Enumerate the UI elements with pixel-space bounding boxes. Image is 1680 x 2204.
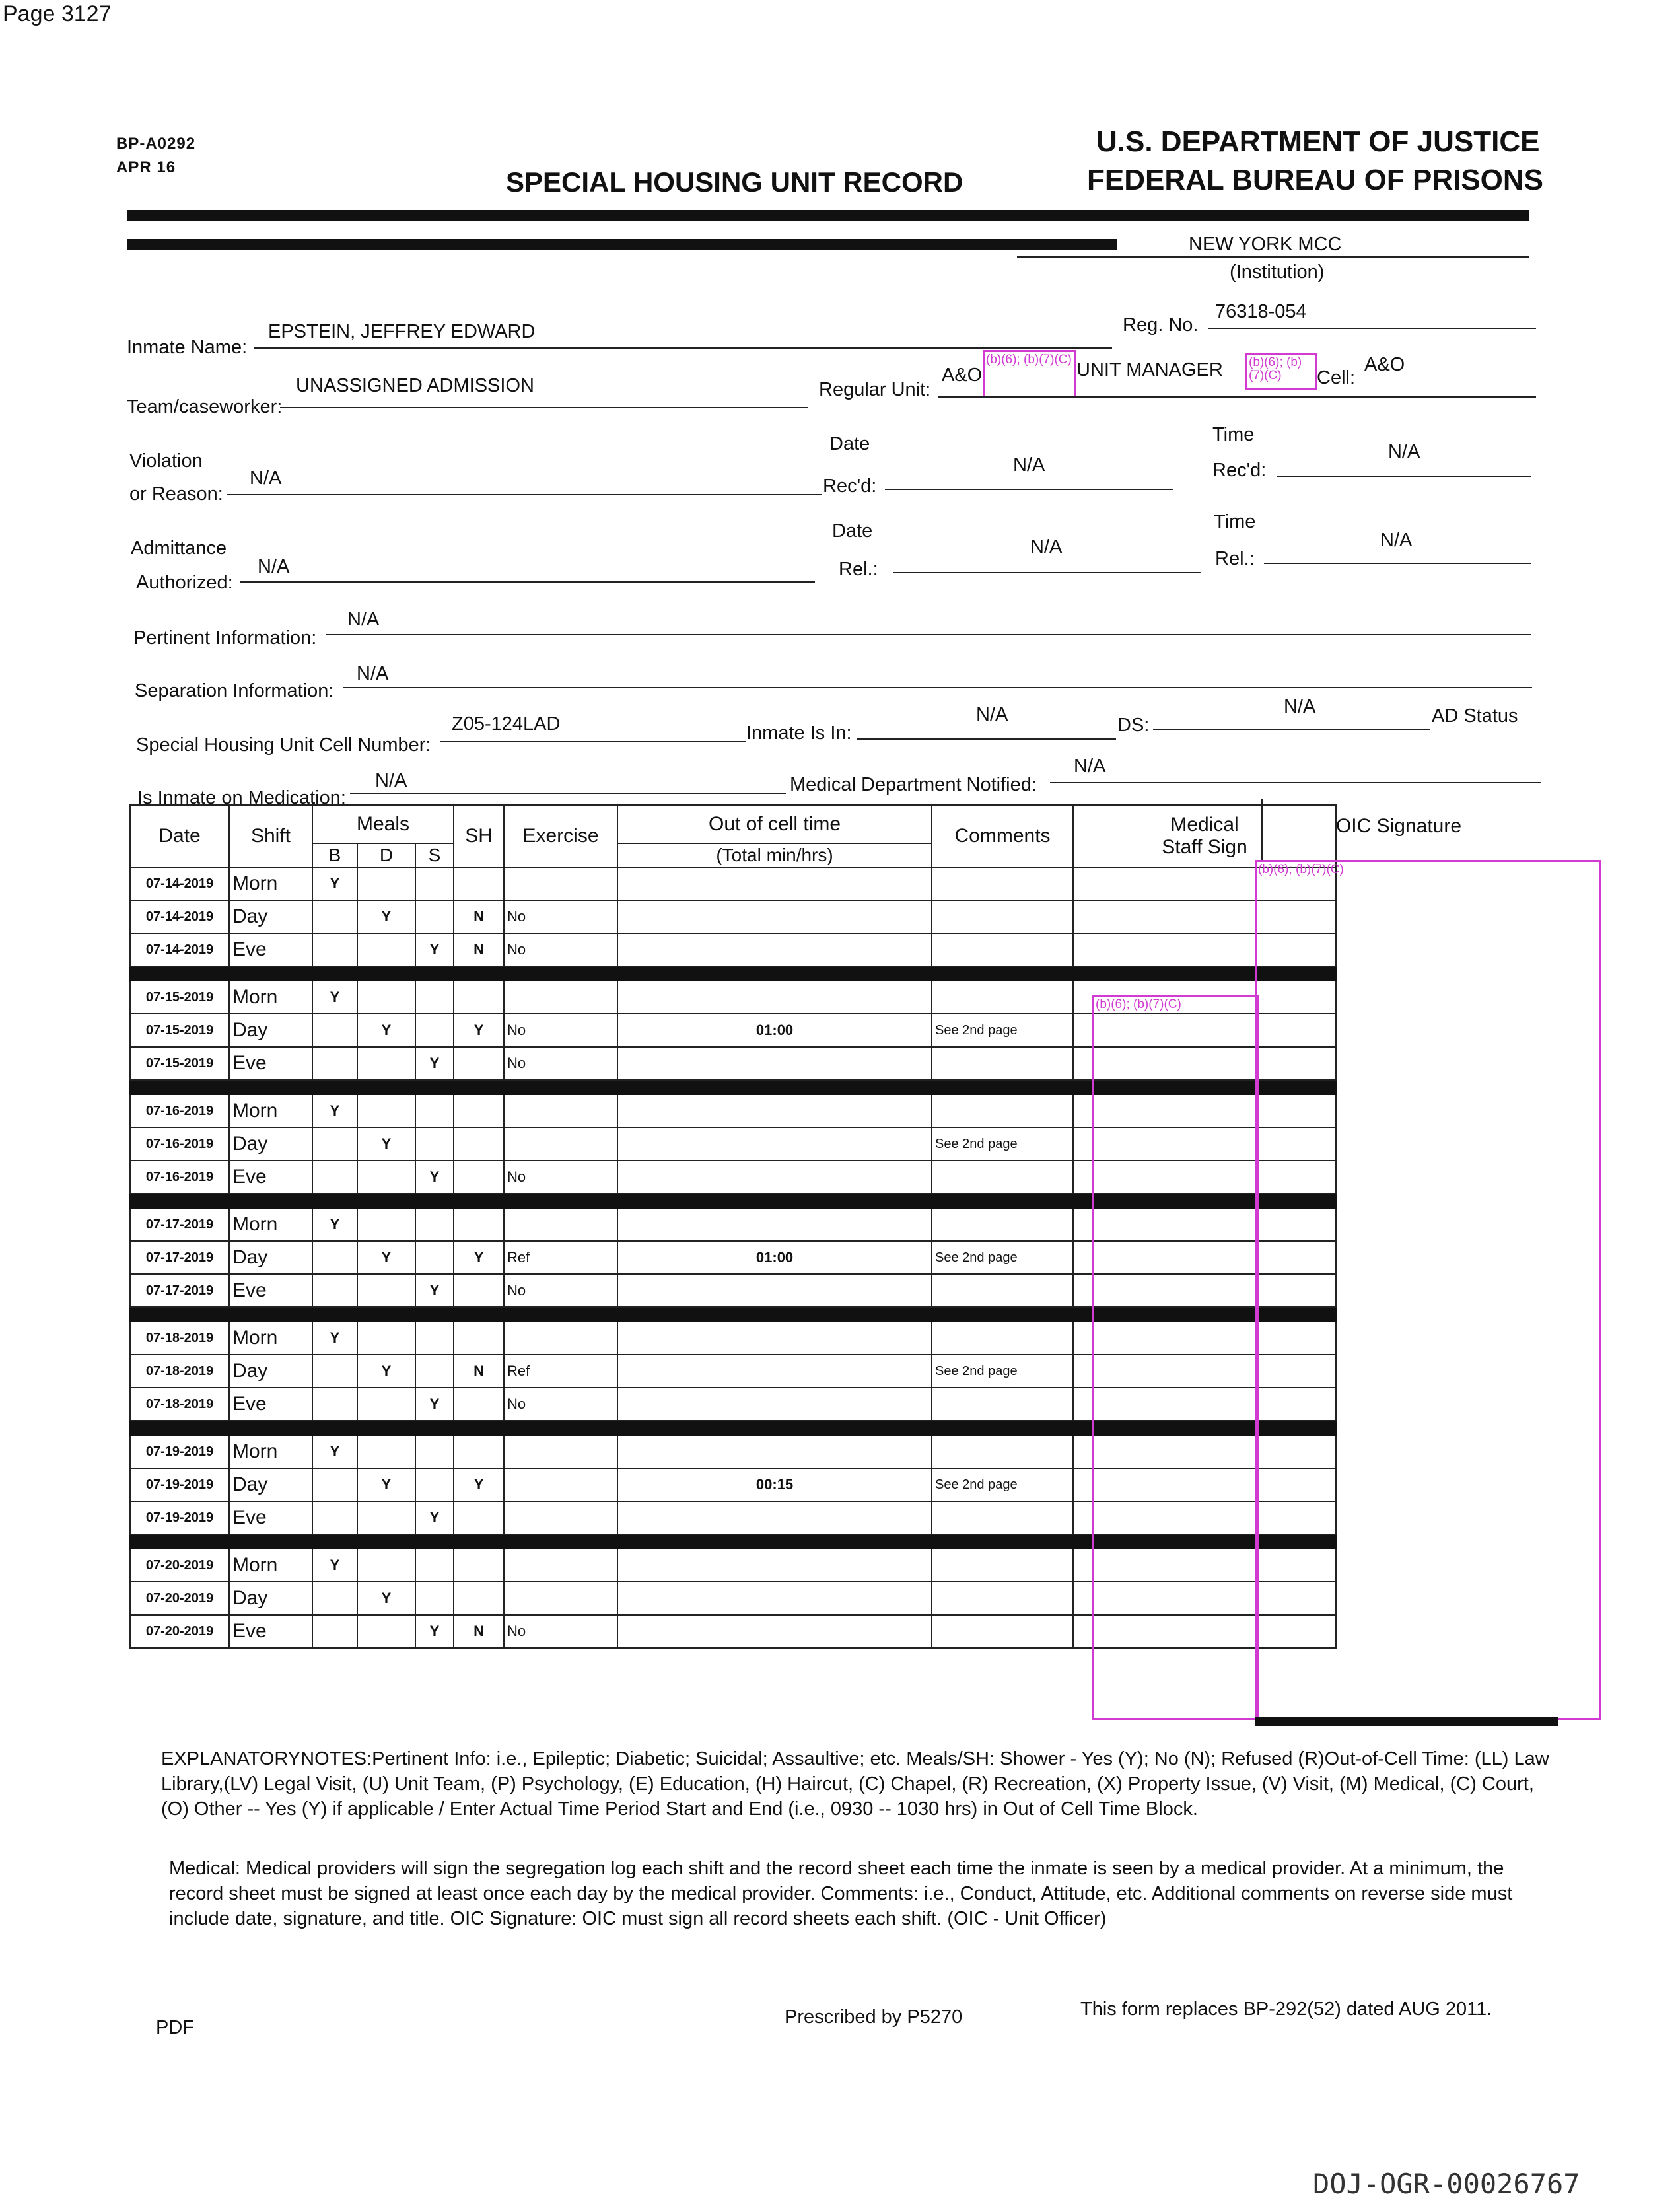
medication-label: Is Inmate on Medication: [137,787,346,808]
header-out-of-cell: Out of cell time [617,805,932,843]
shu-cell-value: Z05-124LAD [452,713,561,734]
cell-dinner [357,1208,415,1241]
cell-comments: See 2nd page [932,1241,1073,1274]
cell-date: 07-15-2019 [130,1047,229,1080]
cell-dinner [357,933,415,966]
cell-date: 07-16-2019 [130,1127,229,1160]
cell-shift: Morn [229,1322,312,1355]
cell-out-of-cell [617,1047,932,1080]
cell-shower: N [454,1355,504,1388]
cell-date: 07-17-2019 [130,1208,229,1241]
cell-out-of-cell [617,1355,932,1388]
cell-supper [415,1127,454,1160]
date-recd-line [885,489,1173,490]
cell-comments [932,1501,1073,1534]
medical-notified-value: N/A [1074,756,1106,777]
cell-shower [454,1047,504,1080]
table-row [130,867,1336,900]
redaction-medical: (b)(6); (b)(7)(C) [1092,995,1259,1720]
cell-comments: See 2nd page [932,1014,1073,1047]
time-rel-label-2: Rel.: [1215,548,1255,569]
header-sh: SH [454,805,504,867]
cell-date: 07-16-2019 [130,1160,229,1193]
cell-comments [932,1388,1073,1421]
cell-breakfast [312,1241,357,1274]
cell-comments [932,1582,1073,1615]
cell-shower [454,1549,504,1582]
cell-breakfast: Y [312,1094,357,1127]
cell-date: 07-15-2019 [130,981,229,1014]
cell-comments [932,1274,1073,1307]
violation-label-2: or Reason: [129,483,223,505]
cell-shower [454,1274,504,1307]
cell-comments [932,1435,1073,1468]
cell-supper [415,1322,454,1355]
cell-shift: Morn [229,1208,312,1241]
cell-shift: Morn [229,1435,312,1468]
time-rel-value: N/A [1380,530,1413,551]
ds-value: N/A [1284,696,1316,717]
cell-comments [932,900,1073,933]
cell-exercise: No [504,933,617,966]
time-recd-value: N/A [1388,441,1420,462]
cell-out-of-cell [617,867,932,900]
explanatory-notes: EXPLANATORYNOTES:Pertinent Info: i.e., Epileptic; Diabetic; Suicidal; Assaultive; etc. Meals/SH: Shower - Yes (Y); No (N); Refused (R)Out-of-Cell Time: (LL) Law Library,(LV) Legal Visit, (U) Unit Team, (P) Psychology, (E) Education, (H) Haircut, (C) Chapel, (R) Recreation, (X) Property Issue, (V) Visit, (M) Medical, (C) Court, (O) Other -- Yes (Y) if applicable / Enter Actual Time Period Start and End (i.e., 0930 -- 1030 hrs) in Out of Cell Time Block. [161,1748,1549,1820]
cell-out-of-cell [617,1322,932,1355]
cell-supper [415,981,454,1014]
cell-breakfast: Y [312,1208,357,1241]
cell-supper [415,1241,454,1274]
header-exercise: Exercise [504,805,617,867]
separation-value: N/A [357,663,389,684]
cell-shift: Day [229,1355,312,1388]
cell-exercise [504,1094,617,1127]
cell-shower: N [454,900,504,933]
pertinent-value: N/A [347,609,380,630]
cell-shower [454,1208,504,1241]
cell-shift: Day [229,1582,312,1615]
admittance-value: N/A [258,556,290,577]
cell-breakfast [312,1160,357,1193]
cell-dinner [357,1388,415,1421]
medical-notes: Medical: Medical providers will sign the segregation log each shift and the record sheet each time the inmate is seen by a medical provider. At a minimum, the record sheet must be signed at least once each day by the medical provider. Comments: i.e., Conduct, Attitude, etc. Additional comments on reverse side must include date, signature, and title. OIC Signature: OIC must sign all record sheets each shift. (OIC - Unit Officer) [169,1858,1513,1929]
date-recd-label-1: Date [829,433,870,454]
cell-comments [932,981,1073,1014]
medication-value: N/A [375,770,407,791]
cell-date: 07-16-2019 [130,1094,229,1127]
cell-supper [415,1094,454,1127]
cell-out-of-cell [617,1549,932,1582]
date-rel-label-2: Rel.: [839,559,878,580]
cell-breakfast [312,1014,357,1047]
medical-notified-label: Medical Department Notified: [790,774,1037,795]
form-code: BP-A0292 [116,135,196,153]
cell-date: 07-20-2019 [130,1582,229,1615]
cell-shift: Eve [229,1274,312,1307]
cell-breakfast [312,933,357,966]
inmate-is-in-line [857,738,1116,740]
header-comments: Comments [932,805,1073,867]
cell-shower [454,1322,504,1355]
cell-shift: Eve [229,1388,312,1421]
medication-line [350,793,786,794]
cell-date: 07-19-2019 [130,1435,229,1468]
inmate-name-line [254,347,1112,349]
cell-exercise [504,867,617,900]
admittance-label-2: Authorized: [136,572,233,593]
cell-supper [415,1208,454,1241]
cell-shower [454,1435,504,1468]
team-value: UNASSIGNED ADMISSION [296,375,534,396]
cell-exercise [504,1582,617,1615]
cell-shift: Eve [229,1615,312,1648]
cell-shower [454,867,504,900]
inmate-name-label: Inmate Name: [127,337,248,358]
cell-dinner: Y [357,1468,415,1501]
cell-comments: See 2nd page [932,1468,1073,1501]
cell-exercise: No [504,1014,617,1047]
header-date: Date [130,805,229,867]
cell-dinner: Y [357,1241,415,1274]
header-medical-2: Staff Sign [1162,836,1247,858]
cell-breakfast: Y [312,1549,357,1582]
cell-dinner [357,1274,415,1307]
cell-out-of-cell [617,1582,932,1615]
cell-shower: Y [454,1468,504,1501]
cell-supper: Y [415,1160,454,1193]
cell-shower [454,1582,504,1615]
cell-supper: Y [415,933,454,966]
cell-breakfast: Y [312,1435,357,1468]
cell-supper [415,1014,454,1047]
cell-out-of-cell [617,981,932,1014]
pertinent-label: Pertinent Information: [133,627,317,649]
cell-out-of-cell [617,933,932,966]
team-label: Team/caseworker: [127,396,283,417]
cell-out-of-cell [617,1501,932,1534]
cell-exercise [504,1435,617,1468]
cell-supper [415,900,454,933]
cell-value: A&O [1364,354,1405,375]
cell-shift: Eve [229,933,312,966]
ad-status-label: AD Status [1432,705,1518,727]
cell-breakfast: Y [312,867,357,900]
cell-exercise: No [504,1388,617,1421]
cell-supper: Y [415,1047,454,1080]
reg-no-line [1208,328,1536,329]
cell-comments [932,933,1073,966]
footer-replaces: This form replaces BP-292(52) dated AUG 2011. [1080,1999,1492,2020]
violation-label-1: Violation [129,450,203,472]
form-date: APR 16 [116,159,176,176]
cell-supper [415,1582,454,1615]
cell-breakfast [312,1388,357,1421]
cell-breakfast [312,1582,357,1615]
date-recd-value: N/A [1013,454,1045,476]
cell-exercise [504,1322,617,1355]
cell-shower [454,1094,504,1127]
cell-exercise: Ref [504,1241,617,1274]
cell-comments [932,1208,1073,1241]
cell-exercise [504,1127,617,1160]
cell-breakfast: Y [312,1322,357,1355]
cell-date: 07-20-2019 [130,1615,229,1648]
cell-shift: Day [229,1468,312,1501]
cell-comments [932,867,1073,900]
cell-shower: N [454,1615,504,1648]
cell-comments: See 2nd page [932,1127,1073,1160]
cell-out-of-cell [617,1094,932,1127]
cell-supper: Y [415,1274,454,1307]
cell-date: 07-14-2019 [130,900,229,933]
separation-label: Separation Information: [135,680,334,701]
cell-exercise: No [504,1160,617,1193]
cell-dinner: Y [357,1014,415,1047]
agency-line-1: U.S. DEPARTMENT OF JUSTICE [1096,125,1540,158]
header-b: B [312,843,357,867]
cell-shift: Morn [229,867,312,900]
admittance-label-1: Admittance [131,538,227,559]
cell-supper [415,1468,454,1501]
cell-breakfast [312,1468,357,1501]
cell-date: 07-14-2019 [130,867,229,900]
regular-unit-value: A&O [942,365,983,386]
cell-shower [454,1160,504,1193]
cell-shift: Eve [229,1501,312,1534]
cell-exercise: No [504,900,617,933]
cell-comments [932,1549,1073,1582]
header-rule [127,210,1529,221]
cell-supper: Y [415,1388,454,1421]
date-rel-label-1: Date [832,520,873,542]
cell-dinner: Y [357,1582,415,1615]
cell-label: Cell: [1317,367,1356,388]
agency-line-2: FEDERAL BUREAU OF PRISONS [1087,164,1544,196]
cell-dinner [357,867,415,900]
header-s: S [415,843,454,867]
cell-comments: See 2nd page [932,1355,1073,1388]
ds-line [1153,729,1430,730]
medical-notified-line [1050,782,1541,783]
inmate-name-value: EPSTEIN, JEFFREY EDWARD [268,321,536,342]
inmate-is-in-label: Inmate Is In: [746,723,852,744]
institution-line [1017,256,1529,258]
cell-dinner: Y [357,1355,415,1388]
violation-line [227,494,822,495]
separation-line [343,687,1532,688]
cell-shift: Eve [229,1160,312,1193]
form-title: SPECIAL HOUSING UNIT RECORD [506,166,963,197]
shu-cell-line [440,741,746,742]
reg-no-label: Reg. No. [1123,314,1199,336]
cell-shower: Y [454,1241,504,1274]
cell-exercise: No [504,1615,617,1648]
unit-manager: UNIT MANAGER [1076,359,1223,380]
cell-exercise [504,981,617,1014]
redaction-oic: (b)(6); (b)(7)(C) [1255,860,1601,1720]
redaction-unit-a: (b)(6); (b)(7)(C) [983,350,1076,398]
bates-number: DOJ-OGR-00026767 [1313,2168,1580,2200]
cell-dinner: Y [357,1127,415,1160]
team-line [280,407,808,408]
redaction-unit-b: (b)(6); (b)(7)(C) [1245,353,1317,390]
table-row [130,933,1336,966]
cell-out-of-cell [617,1160,932,1193]
time-rel-label-1: Time [1214,511,1256,532]
cell-supper [415,1549,454,1582]
cell-date: 07-17-2019 [130,1274,229,1307]
cell-shift: Day [229,1014,312,1047]
cell-date: 07-20-2019 [130,1549,229,1582]
day-separator [130,966,1336,981]
cell-out-of-cell: 00:15 [617,1468,932,1501]
cell-shift: Day [229,1127,312,1160]
cell-shift: Morn [229,1094,312,1127]
cell-dinner [357,1501,415,1534]
cell-shower [454,981,504,1014]
cell-breakfast [312,1047,357,1080]
cell-dinner [357,1160,415,1193]
cell-shower: N [454,933,504,966]
header-out-of-cell-2: (Total min/hrs) [617,843,932,867]
time-recd-line [1277,476,1531,477]
header-d: D [357,843,415,867]
header-shift: Shift [229,805,312,867]
cell-dinner [357,1322,415,1355]
cell-supper [415,1435,454,1468]
inmate-is-in-value: N/A [976,704,1008,725]
cell-supper: Y [415,1615,454,1648]
cell-date: 07-17-2019 [130,1241,229,1274]
cell-out-of-cell [617,1435,932,1468]
cell-out-of-cell: 01:00 [617,1241,932,1274]
violation-value: N/A [250,468,282,489]
cell-out-of-cell [617,1208,932,1241]
cell-date: 07-15-2019 [130,1014,229,1047]
header-rule-2 [127,239,1117,250]
table-row [130,900,1336,933]
cell-comments [932,1322,1073,1355]
cell-dinner: Y [357,900,415,933]
day-separator-bar [130,966,1336,981]
cell-out-of-cell [617,1615,932,1648]
regular-unit-label: Regular Unit: [819,379,931,400]
time-recd-label-1: Time [1212,424,1255,445]
cell-exercise [504,1549,617,1582]
cell-out-of-cell [617,1388,932,1421]
cell-out-of-cell [617,900,932,933]
cell-shift: Eve [229,1047,312,1080]
cell-supper [415,1355,454,1388]
cell-shift: Day [229,1241,312,1274]
institution-label: (Institution) [1230,262,1325,283]
cell-supper: Y [415,1501,454,1534]
cell-dinner [357,1549,415,1582]
cell-breakfast [312,1355,357,1388]
cell-date: 07-18-2019 [130,1355,229,1388]
shu-cell-label: Special Housing Unit Cell Number: [136,734,431,756]
reg-no-value: 76318-054 [1215,301,1307,322]
cell-comments [932,1094,1073,1127]
cell-breakfast [312,900,357,933]
cell-breakfast [312,1127,357,1160]
header-medical-1: Medical [1170,814,1239,835]
cell-date: 07-18-2019 [130,1322,229,1355]
date-rel-value: N/A [1030,536,1063,557]
cell-out-of-cell [617,1274,932,1307]
cell-shift: Day [229,900,312,933]
cell-dinner [357,1094,415,1127]
institution-value: NEW YORK MCC [1189,234,1342,255]
header-oic: OIC Signature [1261,799,1535,861]
cell-supper [415,867,454,900]
cell-breakfast [312,1615,357,1648]
cell-out-of-cell: 01:00 [617,1014,932,1047]
cell-date: 07-19-2019 [130,1501,229,1534]
cell-dinner [357,981,415,1014]
cell-exercise: Ref [504,1355,617,1388]
cell-shower [454,1501,504,1534]
cell-exercise [504,1501,617,1534]
cell-date: 07-19-2019 [130,1468,229,1501]
cell-dinner [357,1047,415,1080]
cell-date: 07-18-2019 [130,1388,229,1421]
admittance-line [240,581,815,583]
cell-breakfast [312,1501,357,1534]
cell-shower [454,1388,504,1421]
header-meals: Meals [312,805,454,843]
cell-exercise [504,1208,617,1241]
table-bottom-rule [1255,1717,1558,1726]
cell-comments [932,1615,1073,1648]
date-recd-label-2: Rec'd: [823,476,877,497]
cell-exercise: No [504,1274,617,1307]
cell-breakfast [312,1274,357,1307]
unit-line [938,396,1536,398]
cell-shift: Morn [229,1549,312,1582]
cell-shower [454,1127,504,1160]
cell-breakfast: Y [312,981,357,1014]
date-rel-line [893,572,1201,573]
cell-shift: Morn [229,981,312,1014]
cell-comments [932,1160,1073,1193]
ds-label: DS: [1117,715,1150,736]
time-recd-label-2: Rec'd: [1212,460,1267,481]
cell-dinner [357,1435,415,1468]
cell-shower: Y [454,1014,504,1047]
footer-pdf: PDF [156,2017,194,2038]
pertinent-line [326,634,1531,635]
page-label: Page 3127 [3,1,112,26]
cell-comments [932,1047,1073,1080]
time-rel-line [1264,563,1531,564]
cell-exercise: No [504,1047,617,1080]
cell-date: 07-14-2019 [130,933,229,966]
cell-exercise [504,1468,617,1501]
cell-out-of-cell [617,1127,932,1160]
footer-prescribed: Prescribed by P5270 [785,2007,963,2028]
cell-dinner [357,1615,415,1648]
